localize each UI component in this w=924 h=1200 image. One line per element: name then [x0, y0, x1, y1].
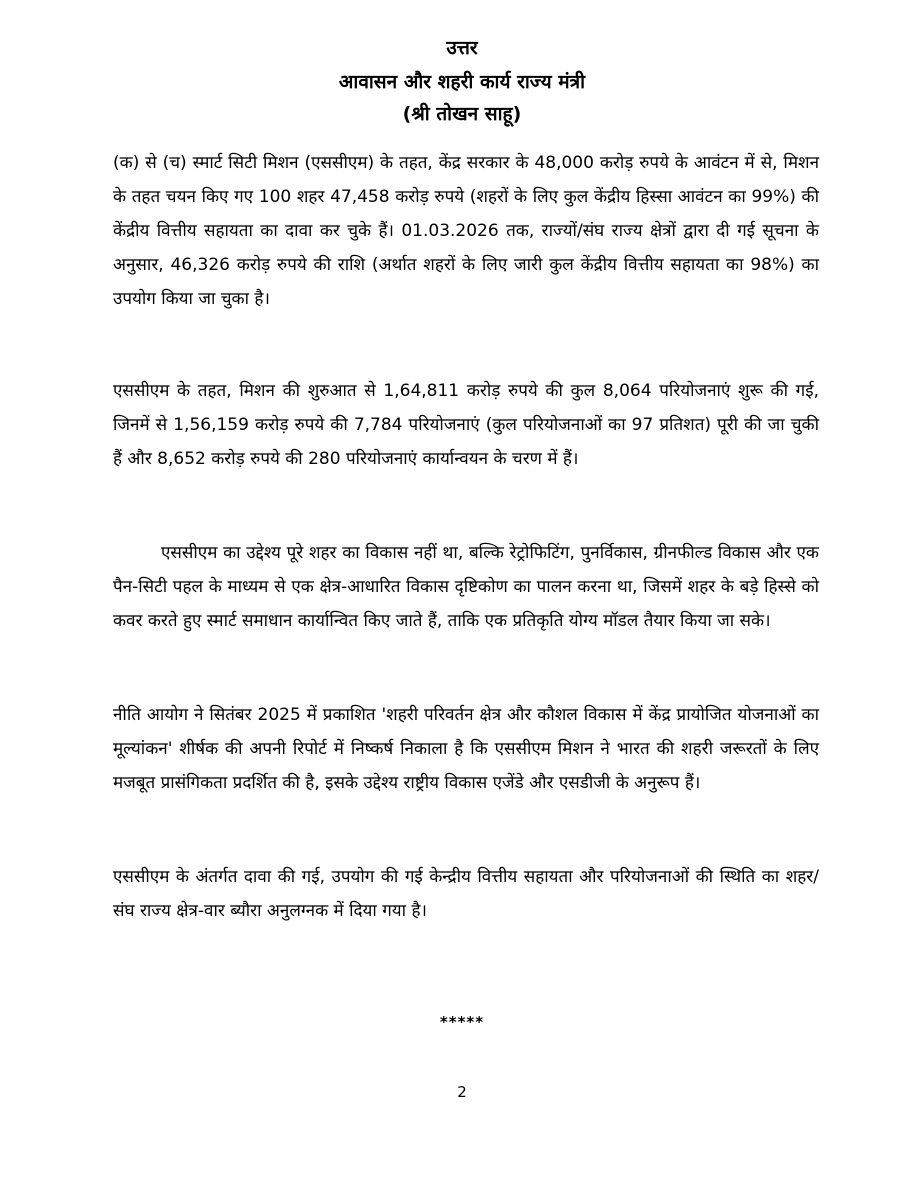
minister-name: (श्री तोखन साहू) — [402, 103, 522, 125]
answer-heading: उत्तर — [446, 37, 478, 59]
page-number: 2 — [457, 1083, 467, 1101]
paragraph-annexure: एससीएम के अंतर्गत दावा की गई, उपयोग की गई केन्द्रीय वित्तीय सहायता और परियोजनाओं की स्थिति का शहर/संघ राज्य क्षेत्र-वार ब्यौरा अनुलग्नक में दिया गया है। — [113, 867, 819, 921]
paragraph-projects: एससीएम के तहत, मिशन की शुरुआत से 1,64,811 करोड़ रुपये की कुल 8,064 परियोजनाएं शुरू की गई, जिनमें से 1,56,159 करोड़ रुपये की 7,784 परियोजनाएं (कुल परियोजनाओं का 97 प्रतिशत) पूरी की जा चुकी हैं और 8,652 करोड़ रुपये की 280 परियोजनाएं कार्यान्वयन के चरण में हैं। — [113, 381, 819, 469]
paragraph-niti-aayog: नीति आयोग ने सितंबर 2025 में प्रकाशित 'शहरी परिवर्तन क्षेत्र और कौशल विकास में केंद्र प्रायोजित योजनाओं का मूल्यांकन' शीर्षक की अपनी रिपोर्ट में निष्कर्ष निकाला है कि एससीएम मिशन ने भारत की शहरी जरूरतों के लिए मजबूत प्रासंगिकता प्रदर्शित की है, इसके उद्देश्य राष्ट्रीय विकास एजेंडे और एसडीजी के अनुरूप हैं। — [113, 705, 819, 793]
paragraph-objective: एससीएम का उद्देश्य पूरे शहर का विकास नहीं था, बल्कि रेट्रोफिटिंग, पुनर्विकास, ग्रीनफील्ड विकास और एक पैन-सिटी पहल के माध्यम से एक क्षेत्र-आधारित विकास दृष्टिकोण का पालन करना था, जिसमें शहर के बड़े हिस्से को कवर करते हुए स्मार्ट समाधान कार्यान्वित किए जाते हैं, ताकि एक प्रतिकृति योग्य मॉडल तैयार किया जा सके। — [113, 543, 819, 631]
section-separator: ***** — [439, 1013, 485, 1031]
paragraph-funds: (क) से (च) स्मार्ट सिटी मिशन (एससीएम) के तहत, केंद्र सरकार के 48,000 करोड़ रुपये के आवंटन में से, मिशन के तहत चयन किए गए 100 शहर 47,458 करोड़ रुपये (शहरों के लिए कुल केंद्रीय हिस्सा आवंटन का 99%) की केंद्रीय वित्तीय सहायता का दावा कर चुके हैं। 01.03.2026 तक, राज्यों/संघ राज्य क्षेत्रों द्वारा दी गई सूचना के अनुसार, 46,326 करोड़ रुपये की राशि (अर्थात शहरों के लिए जारी कुल केंद्रीय वित्तीय सहायता का 98%) का उपयोग किया जा चुका है। — [113, 153, 819, 309]
minister-title: आवासन और शहरी कार्य राज्य मंत्री — [338, 71, 586, 93]
